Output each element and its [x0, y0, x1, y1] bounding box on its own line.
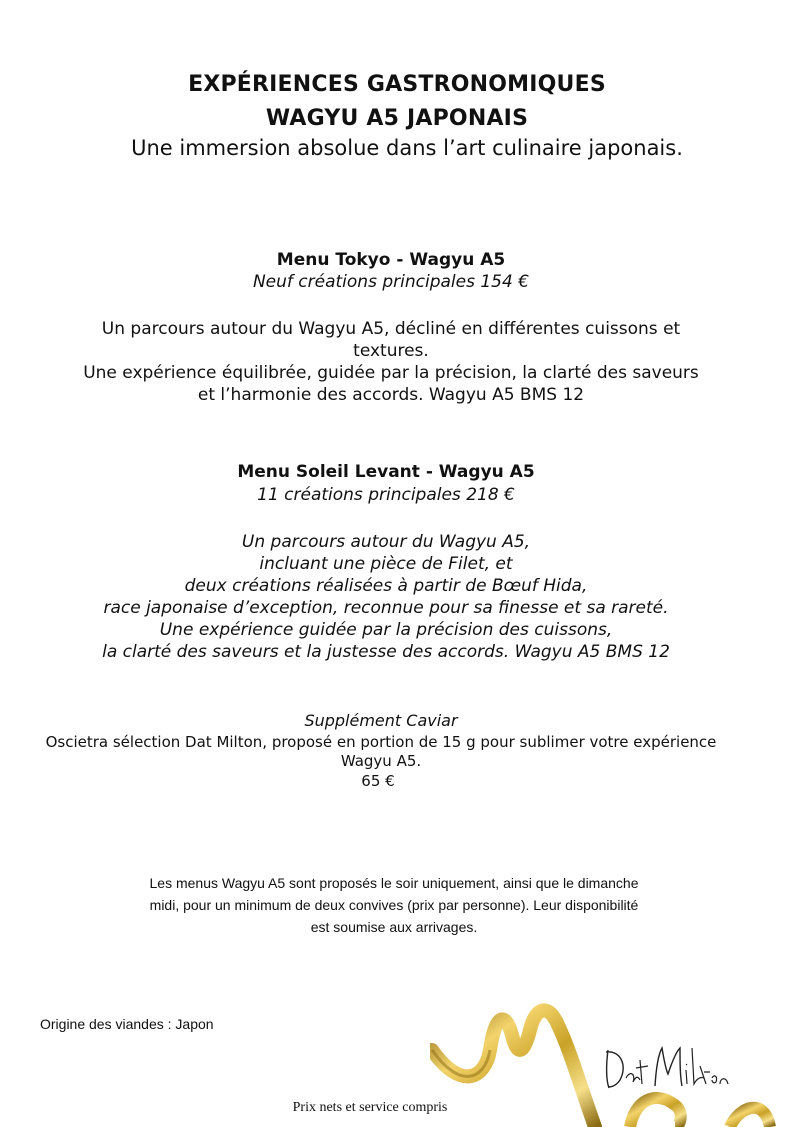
menu-tokyo-title: Menu Tokyo - Wagyu A5: [276, 250, 506, 270]
menu-soleil-description: [0, 531, 772, 663]
menu-tokyo-line: Une expérience équilibrée, guidée par la précision, la clarté des saveurs: [83, 363, 699, 383]
menu-tokyo-line: et l’harmonie des accords. Wagyu A5 BMS 12: [197, 385, 585, 405]
supplement-title: Supplément Caviar: [304, 711, 458, 730]
menu-tokyo-subtitle: Neuf créations principales 154 €: [252, 272, 530, 292]
signature: [600, 1040, 730, 1095]
menu-soleil-line: deux créations réalisées à partir de Bœuf Hida,: [184, 576, 588, 596]
menu-soleil-line: Un parcours autour du Wagyu A5,: [241, 532, 531, 552]
menu-soleil-title: Menu Soleil Levant - Wagyu A5: [237, 462, 535, 482]
supplement-price: 65 €: [361, 772, 395, 790]
page-title-line1: EXPÉRIENCES GASTRONOMIQUES: [188, 72, 606, 97]
menu-soleil-line: la clarté des saveurs et la justesse des accords. Wagyu A5 BMS 12: [102, 642, 670, 662]
menu-soleil-line: Une expérience guidée par la précision des cuissons,: [159, 620, 613, 640]
menu-tokyo-line: Un parcours autour du Wagyu A5, décliné en différentes cuissons et: [101, 319, 681, 339]
menu-tokyo-description: [0, 318, 782, 406]
menu-tokyo-line: textures.: [353, 341, 429, 361]
notice-line: midi, pour un minimum de deux convives (prix par personne). Leur disponibilité: [149, 897, 639, 913]
notice-line: est soumise aux arrivages.: [310, 919, 478, 935]
page-subtitle: Une immersion absolue dans l’art culinaire japonais.: [131, 136, 683, 160]
menu-soleil-line: incluant une pièce de Filet, et: [259, 554, 513, 574]
availability-notice: [0, 872, 788, 938]
notice-line: Les menus Wagyu A5 sont proposés le soir uniquement, ainsi que le dimanche: [149, 875, 639, 891]
meat-origin: Origine des viandes : Japon: [40, 1016, 214, 1032]
price-footer: Prix nets et service compris: [292, 1100, 448, 1115]
supplement-line1: Oscietra sélection Dat Milton, proposé en portion de 15 g pour sublimer votre expérience: [45, 733, 717, 751]
supplement-line2: Wagyu A5.: [340, 752, 422, 770]
menu-soleil-line: race japonaise d’exception, reconnue pour sa finesse et sa rareté.: [103, 598, 669, 618]
menu-soleil-subtitle: 11 créations principales 218 €: [257, 485, 515, 505]
page-title-line2: WAGYU A5 JAPONAIS: [265, 106, 529, 131]
